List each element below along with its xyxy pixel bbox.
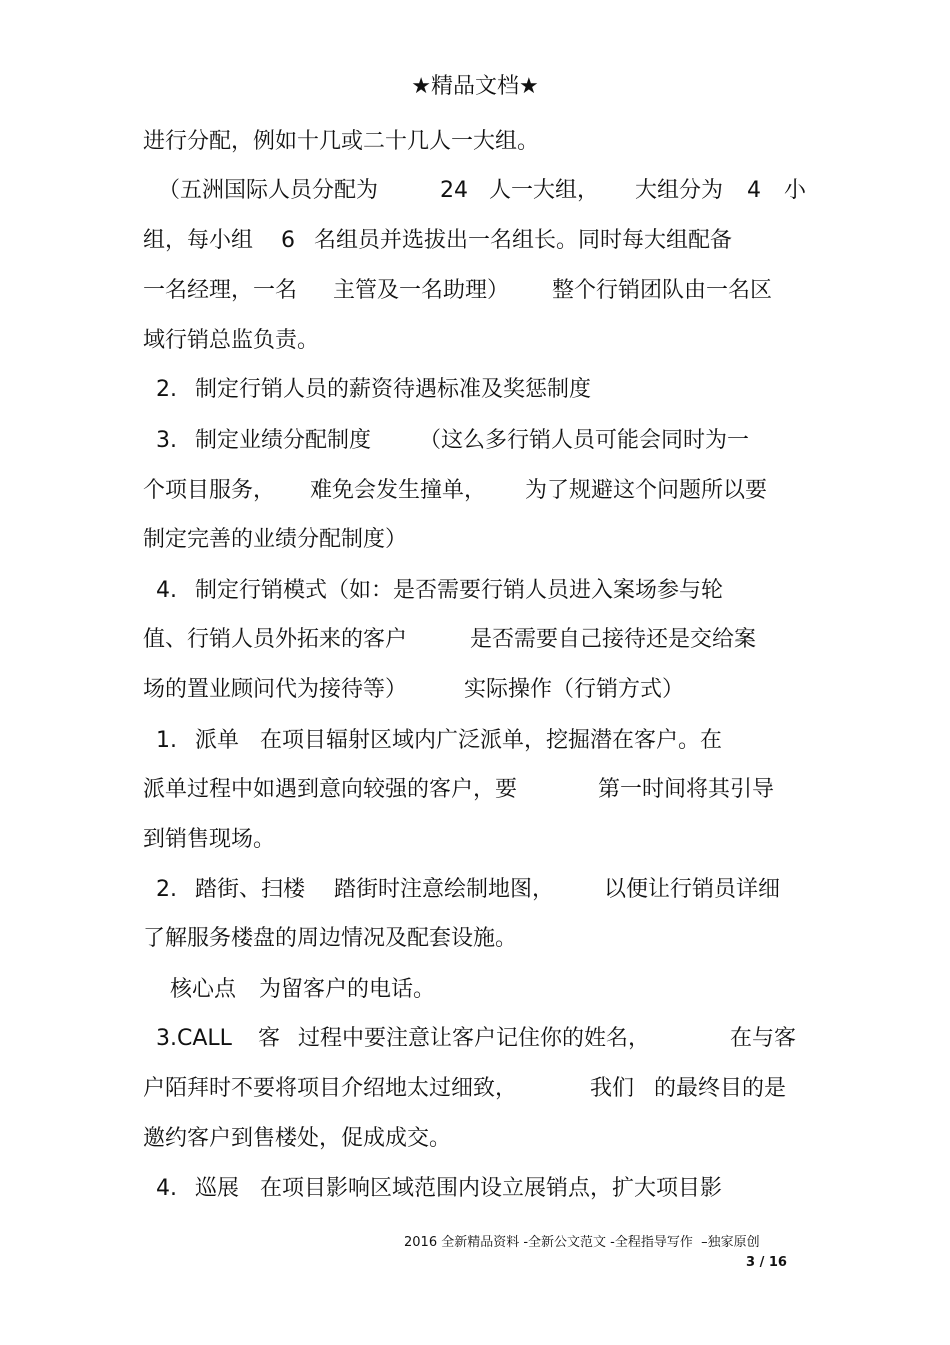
text-line <box>0 724 950 758</box>
text-segment: 过程中要注意让客户记住你的姓名， <box>298 1026 651 1051</box>
list-number: 3.CALL <box>156 1026 232 1051</box>
text-segment: 实际操作（行销方式） <box>464 677 685 702</box>
text-segment: 4 <box>747 178 761 203</box>
text-segment: 制定行销模式（如：是否需要行销人员进入案场参与轮 <box>195 578 724 603</box>
text-segment: 组，每小组 <box>143 228 254 253</box>
list-number: 2. <box>156 377 177 402</box>
text-line <box>0 224 950 258</box>
text-segment: 进行分配，例如十几或二十几人一大组。 <box>143 129 540 154</box>
text-segment: 整个行销团队由一名区 <box>552 278 773 303</box>
text-segment: 我们 <box>590 1076 635 1101</box>
text-segment: 名组员并选拔出一名组长。同时每大组配备 <box>314 228 733 253</box>
text-segment: 6 <box>281 228 295 253</box>
text-line <box>0 623 950 657</box>
text-line <box>0 1172 950 1206</box>
text-segment: 为了规避这个问题所以要 <box>525 478 768 503</box>
text-line <box>0 673 950 707</box>
text-line <box>0 324 950 358</box>
text-segment: 在项目辐射区域内广泛派单，挖掘潜在客户。在 <box>260 728 723 753</box>
text-line <box>0 174 950 208</box>
text-segment: 了解服务楼盘的周边情况及配套设施。 <box>143 926 518 951</box>
text-segment: 核心点 <box>170 977 237 1002</box>
text-line <box>0 274 950 308</box>
text-segment: 制定业绩分配制度 <box>195 428 372 453</box>
text-line <box>0 1022 950 1056</box>
text-line <box>0 125 950 159</box>
text-segment: 派单过程中如遇到意向较强的客户，要 <box>143 777 518 802</box>
text-line <box>0 1072 950 1106</box>
footer-note: 2016 全新精品资料 -全新公文范文 -全程指导写作 –独家原创 <box>404 1235 760 1250</box>
text-line <box>0 523 950 557</box>
text-line <box>0 574 950 608</box>
text-line <box>0 922 950 956</box>
text-segment: 派单 <box>195 728 240 753</box>
text-line <box>0 873 950 907</box>
text-segment: 第一时间将其引导 <box>598 777 775 802</box>
text-segment: 是否需要自己接待还是交给案 <box>470 627 757 652</box>
text-segment: 巡展 <box>195 1176 240 1201</box>
page-header-title: ★精品文档★ <box>411 74 539 99</box>
list-number: 1. <box>156 728 177 753</box>
page-number: 3 / 16 <box>746 1255 787 1270</box>
text-segment: 的最终目的是 <box>654 1076 787 1101</box>
text-segment: 客 <box>258 1026 281 1051</box>
text-segment: 在项目影响区域范围内设立展销点，扩大项目影 <box>260 1176 723 1201</box>
text-segment: 为留客户的电话。 <box>259 977 436 1002</box>
text-segment: 制定行销人员的薪资待遇标准及奖惩制度 <box>195 377 592 402</box>
text-segment: 在与客 <box>730 1026 797 1051</box>
text-segment: 值、行销人员外拓来的客户 <box>143 627 408 652</box>
text-segment: 域行销总监负责。 <box>143 328 320 353</box>
text-line <box>0 1122 950 1156</box>
text-segment: 一名经理，一名 <box>143 278 298 303</box>
text-segment: 难免会发生撞单， <box>310 478 487 503</box>
list-number: 4. <box>156 578 177 603</box>
text-line <box>0 773 950 807</box>
text-segment: 小 <box>784 178 807 203</box>
text-segment: 到销售现场。 <box>143 827 276 852</box>
text-segment: 场的置业顾问代为接待等） <box>143 677 408 702</box>
text-line <box>0 373 950 407</box>
text-segment: 人一大组， <box>489 178 600 203</box>
text-line <box>0 973 950 1007</box>
text-line <box>0 823 950 857</box>
list-number: 3. <box>156 428 177 453</box>
text-line <box>0 474 950 508</box>
text-segment: （这么多行销人员可能会同时为一 <box>419 428 750 453</box>
text-segment: 制定完善的业绩分配制度） <box>143 527 408 552</box>
text-line <box>0 424 950 458</box>
text-segment: （五洲国际人员分配为 <box>158 178 379 203</box>
text-segment: 大组分为 <box>635 178 724 203</box>
text-segment: 24 <box>440 178 468 203</box>
text-segment: 踏街、扫楼 <box>195 877 306 902</box>
text-segment: 个项目服务， <box>143 478 276 503</box>
text-segment: 以便让行销员详细 <box>604 877 781 902</box>
list-number: 4. <box>156 1176 177 1201</box>
text-segment: 邀约客户到售楼处，促成成交。 <box>143 1126 452 1151</box>
text-segment: 主管及一名助理） <box>333 278 510 303</box>
text-segment: 踏街时注意绘制地图， <box>334 877 555 902</box>
text-segment: 户陌拜时不要将项目介绍地太过细致， <box>143 1076 518 1101</box>
list-number: 2. <box>156 877 177 902</box>
